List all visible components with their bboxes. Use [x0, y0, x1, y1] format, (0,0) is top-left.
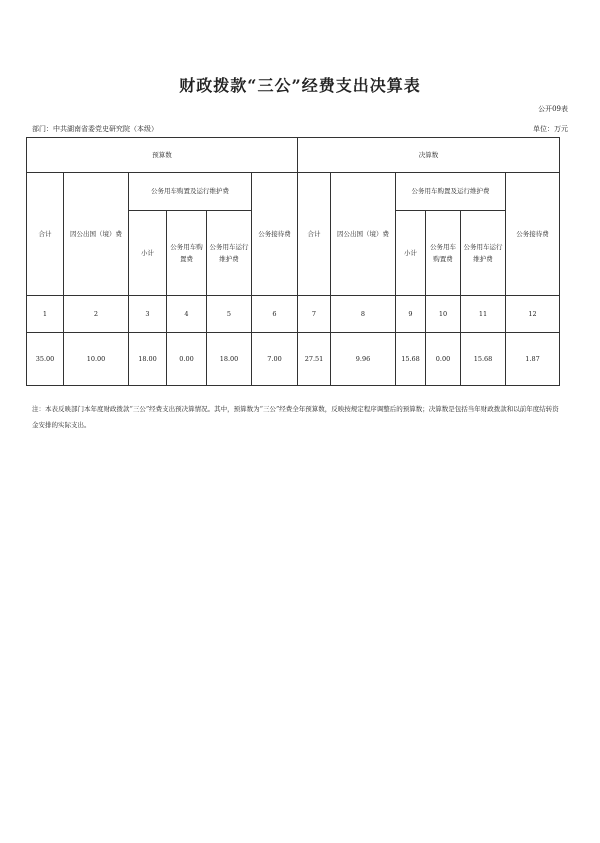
final-total-value: 27.51 [298, 333, 331, 386]
expenditure-table [26, 137, 560, 386]
final-header: 决算数 [298, 138, 560, 173]
budget-header: 预算数 [27, 138, 298, 173]
unit-label: 单位：万元 [533, 125, 568, 133]
form-number: 公开09表 [538, 105, 568, 113]
final-vehicle-purchase-header: 公务用车购置费 [426, 211, 461, 296]
final-reception-header: 公务接待费 [506, 173, 560, 296]
value-row [27, 333, 560, 386]
column-number: 7 [298, 296, 331, 333]
final-vehicle-group-header: 公务用车购置及运行维护费 [396, 173, 506, 211]
final-reception-value: 1.87 [506, 333, 560, 386]
final-vehicle-operation-value: 15.68 [461, 333, 506, 386]
final-vehicle-subtotal-value: 15.68 [396, 333, 426, 386]
budget-reception-header: 公务接待费 [252, 173, 298, 296]
column-number: 2 [64, 296, 129, 333]
final-vehicle-purchase-value: 0.00 [426, 333, 461, 386]
final-abroad-value: 9.96 [331, 333, 396, 386]
budget-vehicle-operation-header: 公务用车运行维护费 [207, 211, 252, 296]
budget-vehicle-purchase-header: 公务用车购置费 [167, 211, 207, 296]
column-number: 10 [426, 296, 461, 333]
budget-total-value: 35.00 [27, 333, 64, 386]
column-number: 5 [207, 296, 252, 333]
budget-vehicle-group-header: 公务用车购置及运行维护费 [129, 173, 252, 211]
column-number: 6 [252, 296, 298, 333]
final-subtotal-header: 小计 [396, 211, 426, 296]
budget-abroad-value: 10.00 [64, 333, 129, 386]
budget-vehicle-purchase-value: 0.00 [167, 333, 207, 386]
department-label: 部门：中共湖南省委党史研究院（本级） [32, 125, 158, 133]
final-vehicle-operation-header: 公务用车运行维护费 [461, 211, 506, 296]
column-number: 12 [506, 296, 560, 333]
column-number: 9 [396, 296, 426, 333]
column-number: 4 [167, 296, 207, 333]
column-number: 1 [27, 296, 64, 333]
final-abroad-header: 因公出国（境）费 [331, 173, 396, 296]
budget-subtotal-header: 小计 [129, 211, 167, 296]
budget-abroad-header: 因公出国（境）费 [64, 173, 129, 296]
footnote: 注：本表反映部门本年度财政拨款“三公”经费支出预决算情况。其中，预算数为“三公”经费全年预算数，反映按规定程序调整后的预算数；决算数是包括当年财政拨款和以前年度结转资金安排的实际支出。 [32, 405, 559, 429]
budget-vehicle-operation-value: 18.00 [207, 333, 252, 386]
budget-reception-value: 7.00 [252, 333, 298, 386]
column-number: 11 [461, 296, 506, 333]
page-title: 财政拨款“三公”经费支出决算表 [179, 76, 421, 95]
column-number: 8 [331, 296, 396, 333]
final-total-header: 合计 [298, 173, 331, 296]
column-number: 3 [129, 296, 167, 333]
column-number-row [27, 296, 560, 333]
budget-total-header: 合计 [27, 173, 64, 296]
budget-vehicle-subtotal-value: 18.00 [129, 333, 167, 386]
